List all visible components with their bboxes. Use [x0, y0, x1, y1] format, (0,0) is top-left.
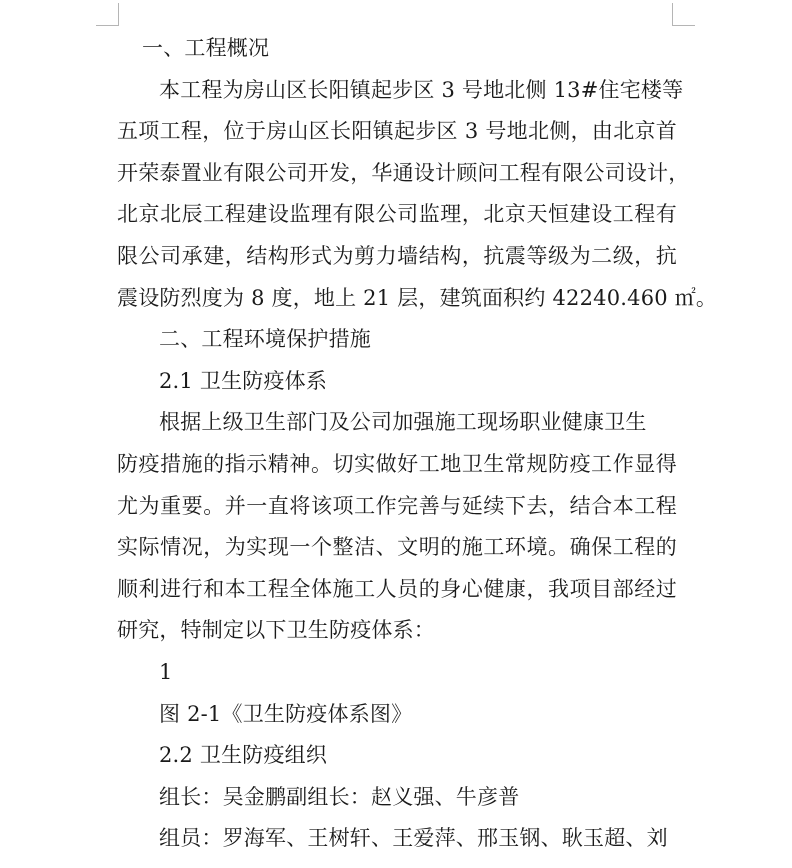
crop-mark-top-left [96, 3, 119, 26]
paragraph-line: 限公司承建，结构形式为剪力墙结构，抗震等级为二级，抗 [117, 243, 677, 268]
paragraph-line: 本工程为房山区长阳镇起步区 3 号地北侧 13#住宅楼等 [159, 77, 684, 102]
section-heading-environment: 二、工程环境保护措施 [159, 327, 371, 352]
subsection-heading-2-1: 2.1 卫生防疫体系 [159, 368, 328, 393]
paragraph-line: 北京北辰工程建设监理有限公司监理，北京天恒建设工程有 [117, 202, 677, 227]
crop-mark-top-right [672, 3, 695, 26]
paragraph-line: 防疫措施的指示精神。切实做好工地卫生常规防疫工作显得 [117, 451, 677, 476]
subsection-heading-2-2: 2.2 卫生防疫组织 [159, 743, 328, 768]
paragraph-line: 顺利进行和本工程全体施工人员的身心健康，我项目部经过 [117, 576, 677, 601]
section-heading-overview: 一、工程概况 [142, 36, 270, 60]
leader-line: 组长：吴金鹏副组长：赵义强、牛彦普 [159, 784, 520, 809]
figure-caption: 图 2-1《卫生防疫体系图》 [159, 701, 413, 726]
document-body [117, 28, 718, 860]
paragraph-line: 开荣泰置业有限公司开发，华通设计顾问工程有限公司设计， [117, 160, 690, 185]
paragraph-line: 五项工程，位于房山区长阳镇起步区 3 号地北侧，由北京首 [117, 119, 677, 144]
figure-placeholder: 1 [159, 659, 173, 684]
paragraph-line: 尤为重要。并一直将该项工作完善与延续下去，结合本工程 [117, 493, 677, 518]
paragraph-line: 根据上级卫生部门及公司加强施工现场职业健康卫生 [159, 410, 647, 435]
paragraph-line: 研究，特制定以下卫生防疫体系： [117, 618, 435, 643]
paragraph-line: 实际情况，为实现一个整洁、文明的施工环境。确保工程的 [117, 535, 677, 560]
members-line: 组员：罗海军、王树轩、王爱萍、邢玉钢、耿玉超、刘 [159, 826, 668, 851]
paragraph-line: 震设防烈度为 8 度，地上 21 层，建筑面积约 42240.460 ㎡。 [117, 285, 718, 310]
